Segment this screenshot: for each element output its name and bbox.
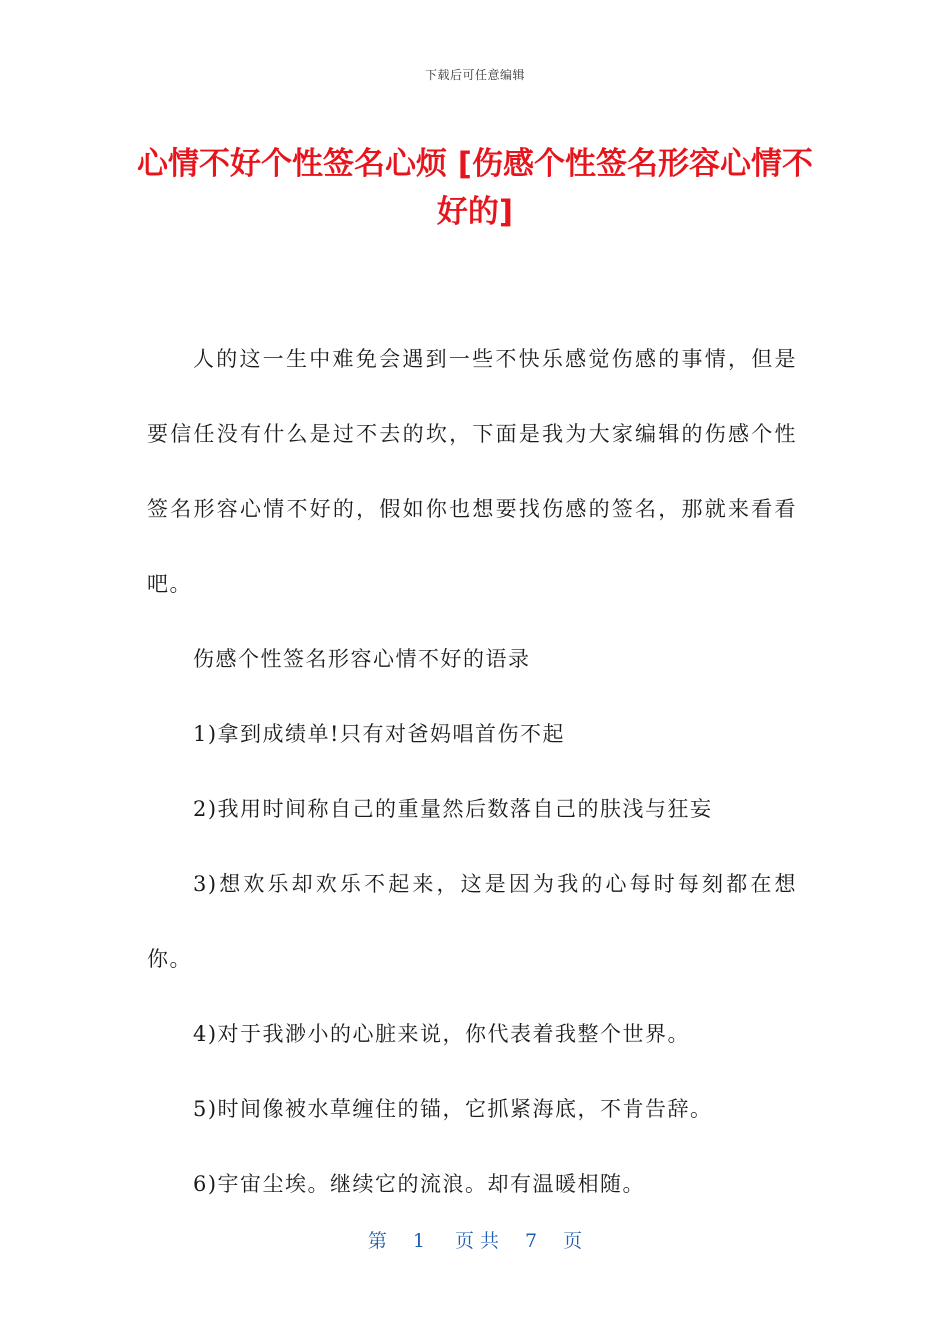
document-body [147, 322, 797, 1222]
list-item: 1)拿到成绩单!只有对爸妈唱首伤不起 [193, 722, 565, 746]
header-note: 下载后可任意编辑 [424, 68, 525, 82]
intro-paragraph: 人的这一生中难免会遇到一些不快乐感觉伤感的事情，但是要信任没有什么是过不去的坎，下面是我为大家编辑的伤感个性签名形容心情不好的，假如你也想要找伤感的签名，那就来看看吧。 [147, 347, 797, 596]
list-item: 3)想欢乐却欢乐不起来，这是因为我的心每时每刻都在想你。 [147, 872, 797, 971]
list-item: 5)时间像被水草缠住的锚，它抓紧海底，不肯告辞。 [193, 1097, 713, 1121]
list-item: 2)我用时间称自己的重量然后数落自己的肤浅与狂妄 [193, 797, 713, 821]
footer-total-pages: 7 [525, 1230, 538, 1252]
footer-middle: 页 共 [454, 1230, 500, 1252]
list-item: 6)宇宙尘埃。继续它的流浪。却有温暖相随。 [193, 1172, 646, 1196]
footer-current-page: 1 [412, 1230, 425, 1252]
footer-suffix: 页 [563, 1230, 583, 1252]
footer-prefix: 第 [367, 1230, 387, 1252]
page-footer [0, 1226, 950, 1253]
document-title: 心情不好个性签名心烦 [伤感个性签名形容心情不好的] [137, 146, 813, 230]
list-item: 4)对于我渺小的心脏来说，你代表着我整个世界。 [193, 1022, 691, 1046]
section-heading: 伤感个性签名形容心情不好的语录 [193, 647, 531, 671]
